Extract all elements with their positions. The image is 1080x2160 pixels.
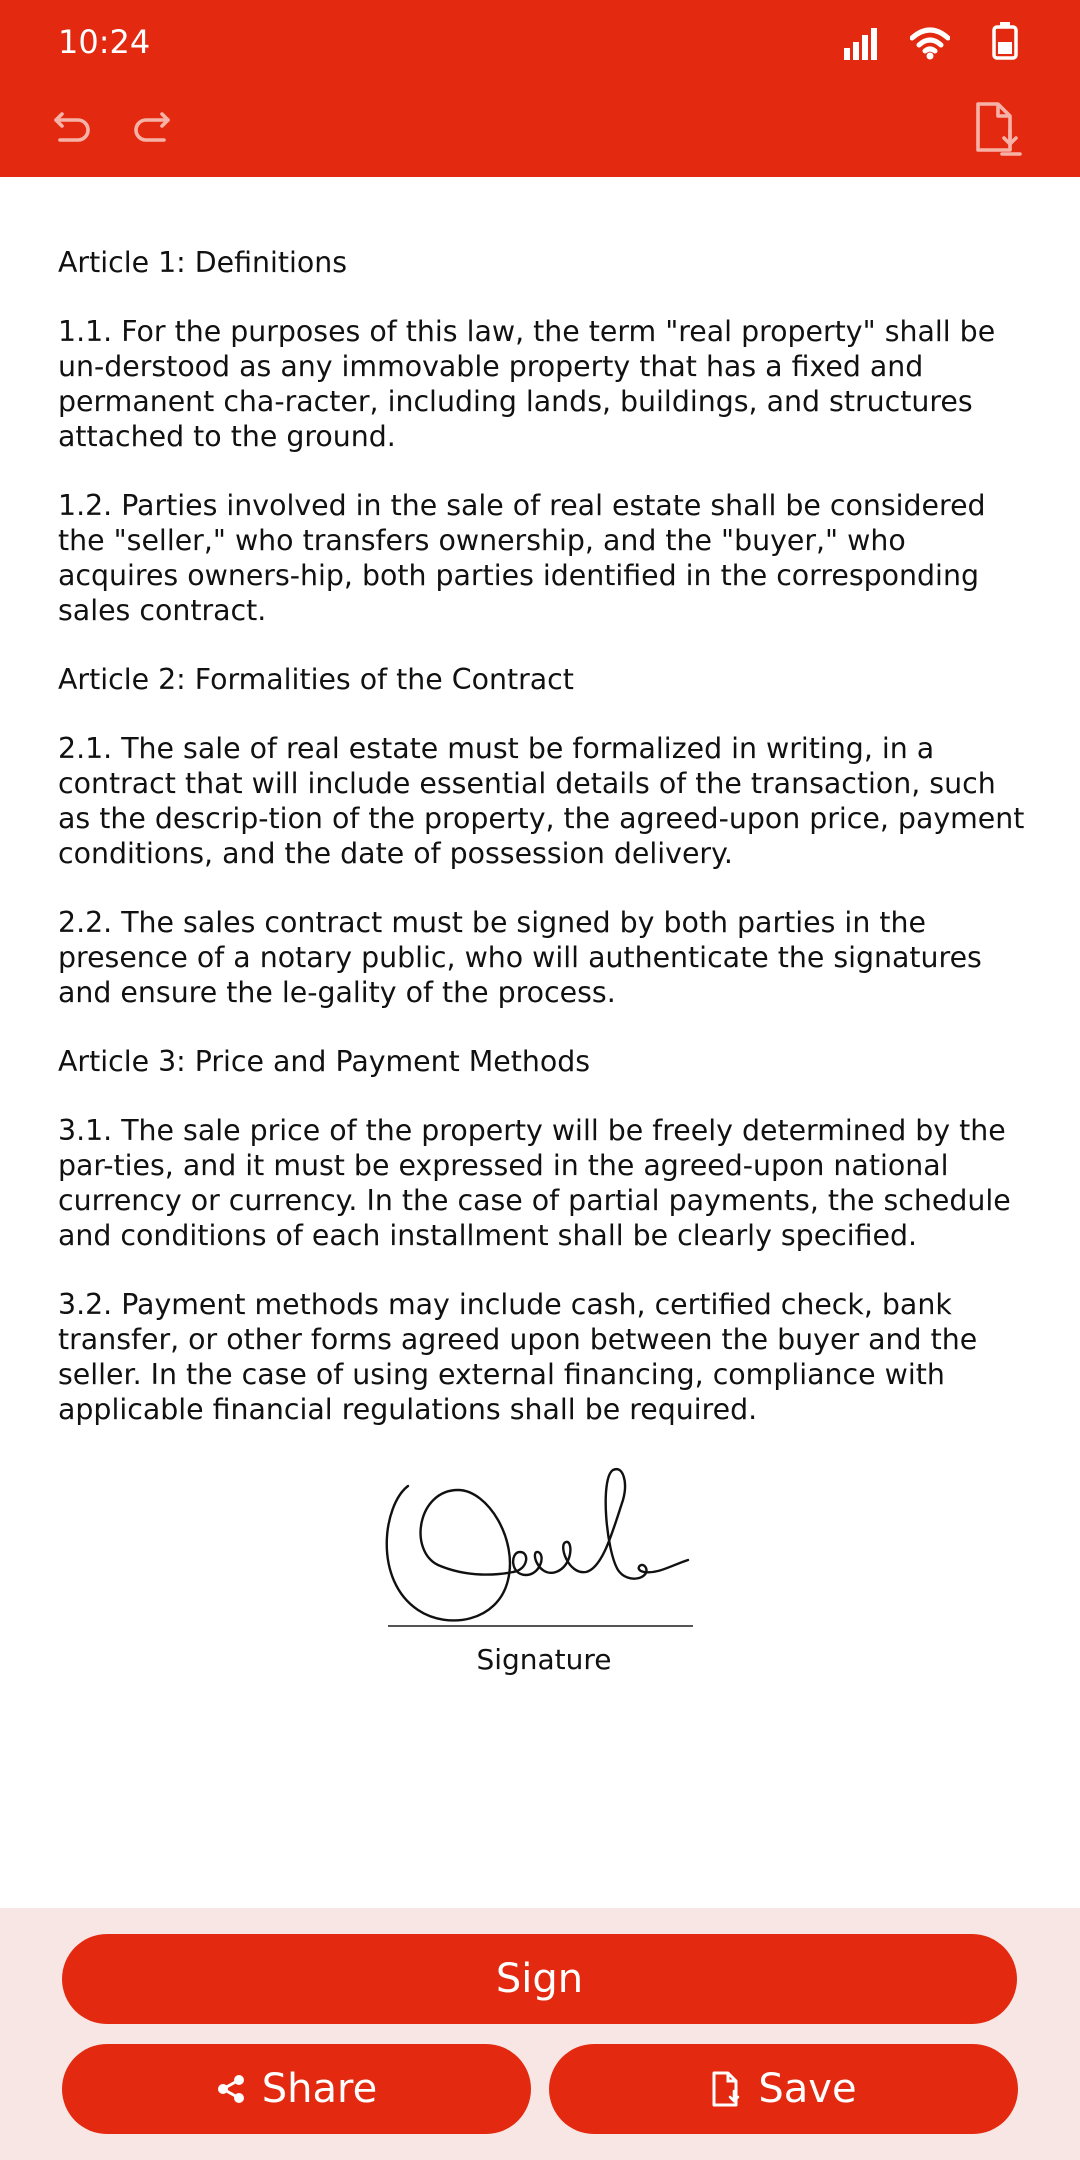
sign-button[interactable] bbox=[62, 1934, 1017, 2024]
wifi-icon bbox=[910, 26, 950, 60]
clause-3-2: 3.2. Payment methods may include cash, certified check, bank transfer, or other forms agreed upon between the buyer and the seller. In the case of using external financing, compliance with applicable financial regulations shall be required. bbox=[58, 1288, 978, 1426]
signature-line bbox=[388, 1625, 693, 1627]
document-body bbox=[58, 245, 1028, 1461]
signal-icon bbox=[844, 28, 880, 60]
clause-3-1: 3.1. The sale price of the property will be freely determined by the par-ties, and it must be expressed in the agreed-upon national currency or currency. In the case of partial payments, the schedule and conditions of each installment shall be clearly specified. bbox=[58, 1114, 1011, 1252]
signature-block bbox=[0, 1460, 1080, 1680]
status-time: 10:24 bbox=[58, 23, 151, 61]
share-button[interactable] bbox=[62, 2044, 531, 2134]
clause-2-1: 2.1. The sale of real estate must be formalized in writing, in a contract that will include essential details of the transaction, such as the descrip-tion of the property, the agreed-upon price, payment conditions, and the date of possession delivery. bbox=[58, 732, 1025, 870]
battery-icon bbox=[992, 22, 1018, 60]
sign-button-label: Sign bbox=[495, 1956, 584, 2002]
share-icon bbox=[216, 2074, 246, 2104]
save-button-label: Save bbox=[758, 2066, 857, 2112]
share-button-label: Share bbox=[261, 2066, 378, 2112]
article-2-heading: Article 2: Formalities of the Contract bbox=[58, 663, 574, 696]
clause-2-2: 2.2. The sales contract must be signed by both parties in the presence of a notary public, who will authenticate the signatures and ensure the le-gality of the process. bbox=[58, 906, 982, 1009]
download-file-icon[interactable] bbox=[970, 100, 1026, 156]
article-3-heading: Article 3: Price and Payment Methods bbox=[58, 1045, 591, 1078]
save-file-icon bbox=[710, 2071, 742, 2107]
save-button[interactable] bbox=[549, 2044, 1018, 2134]
signature-label: Signature bbox=[476, 1643, 612, 1676]
bottom-action-bar bbox=[0, 1908, 1080, 2160]
handwritten-signature bbox=[378, 1460, 698, 1630]
app-header bbox=[0, 0, 1080, 177]
clause-1-1: 1.1. For the purposes of this law, the term "real property" shall be un-derstood as any immovable property that has a fixed and permanent cha-racter, including lands, buildings, and structures attached to the ground. bbox=[58, 315, 996, 453]
article-1-heading: Article 1: Definitions bbox=[58, 246, 348, 279]
redo-icon[interactable] bbox=[122, 100, 178, 156]
clause-1-2: 1.2. Parties involved in the sale of real estate shall be considered the "seller," who transfers ownership, and the "buyer," who acquires owners-hip, both parties identified in the corresponding sales contract. bbox=[58, 489, 986, 627]
undo-icon[interactable] bbox=[46, 100, 102, 156]
